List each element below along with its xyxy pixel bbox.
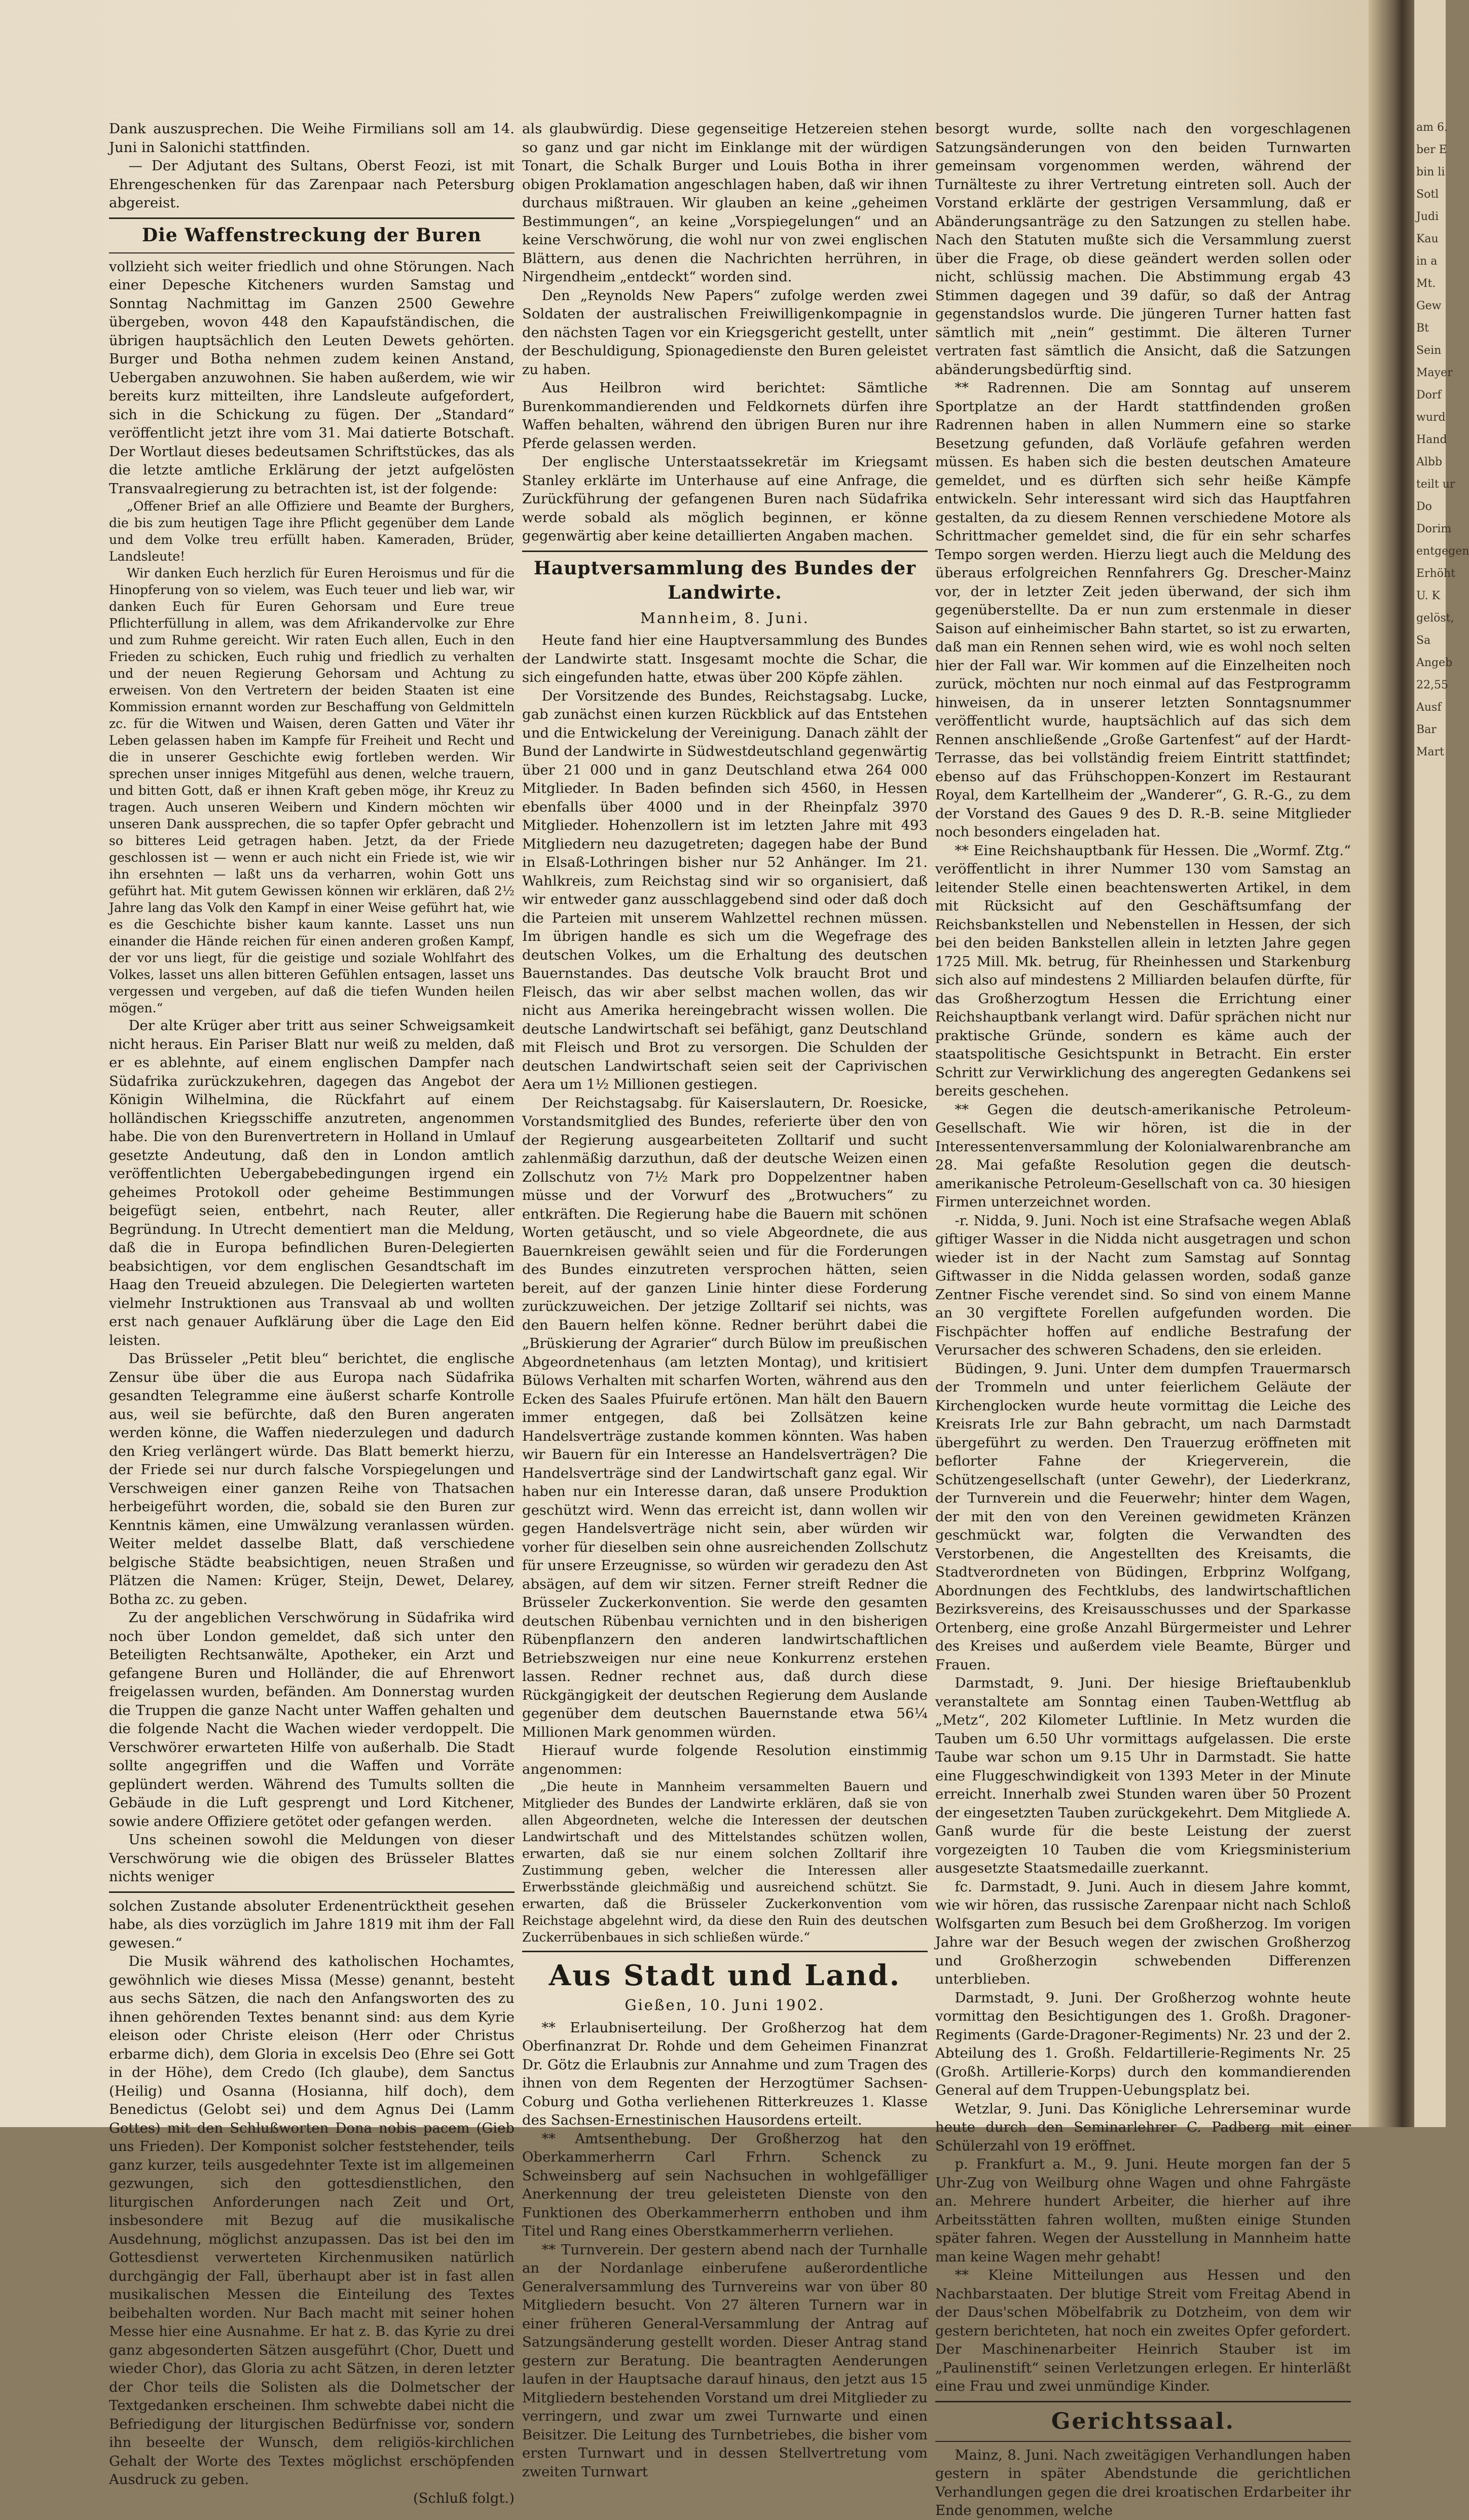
paragraph: fc. Darmstadt, 9. Juni. Auch in diesem Jahre kommt, wie wir hören, das russische Zarenpaar nicht nach Schloß Wolfsgarten zum Besuch bei dem Großherzog. Im vorigen Jahre war der Besuch wegen der zwischen Großherzog und Großherzogin schwebenden Differenzen unterblieben. [935,1878,1351,1987]
paragraph: Hierauf wurde folgende Resolution einstimmig angenommen: [522,1742,928,1777]
edge-text-line: Sotl [1416,188,1439,201]
divider [109,217,515,219]
column-2 [522,120,928,2480]
edge-text-line: Mart [1416,746,1444,758]
paragraph: — Der Adjutant des Sultans, Oberst Feozi, ist mit Ehrengeschenken für das Zarenpaar nach Petersburg abgereist. [109,158,515,211]
divider [522,1951,928,1952]
article-headline: Die Waffenstreckung der Buren [142,224,482,246]
continued-note: (Schluß folgt.) [413,2490,515,2506]
divider [109,252,515,253]
edge-text-line: teilt ur [1416,478,1455,491]
edge-text-line: in a [1416,255,1438,268]
paragraph: Büdingen, 9. Juni. Unter dem dumpfen Trauermarsch der Trommeln und unter feierlichem Geläute der Kirchenglocken wurde heute vormittag die Leiche des Kreisrats Irle zur Bahn gebracht, um nach Darmstadt übergeführt zu werden. Den Trauerzug eröffneten mit beflorter Fahne der Kriegerverein, die Schützengesellschaft (unter Gewehr), der Liederkranz, der Turnverein und die Feuerwehr; hinter dem Wagen, der mit den von den Vereinen gewidmeten Kränzen geschmückt war, folgten die Verwandten des Verstorbenen, die Angestellten des Kreisamts, die Stadtverordneten von Büdingen, Erbprinz Wolfgang, Abordnungen des Fechtklubs, des landwirtschaftlichen Bezirksvereins, des Kreisausschusses und der Sparkasse Ortenberg, eine große Anzahl Bürgermeister und Lehrer des Kreises und außerdem viele Beamte, Bürger und Frauen. [935,1360,1351,1673]
paragraph: Zu der angeblichen Verschwörung in Südafrika wird noch über London gemeldet, daß sich unter den Beteiligten Rechtsanwälte, Apotheker, ein Arzt und gefangene Buren und Holländer, die auf Ehrenwort freigelassen wurden, befänden. Am Donnerstag wurden die Truppen die ganze Nacht unter Waffen gehalten und die folgende Nacht die Wachen wieder verdoppelt. Die Verschwörer erwarteten Hilfe von außerhalb. Die Stadt sollte angegriffen und die Waffen und Vorräte geplündert werden. Während des Tumults sollten die Gebäude in die Luft gesprengt und Lord Kitchener, sowie andere Offiziere getötet oder gefangen werden. [109,1610,515,1830]
paragraph: Wetzlar, 9. Juni. Das Königliche Lehrerseminar wurde heute durch den Seminarlehrer C. Padberg mit einer Schülerzahl von 19 eröffnet. [935,2100,1351,2154]
edge-text-line: Angeb [1416,656,1453,669]
edge-text-line: Mt. [1416,277,1436,290]
paragraph: ** Gegen die deutsch-amerikanische Petroleum-Gesellschaft. Wie wir hören, ist die in der Interessentenversammlung der Kolonialwarenbranche am 28. Mai gefaßte Resolution gegen die deutsch-amerikanische Petroleum-Gesellschaft von ca. 30 hiesigen Firmen unterzeichnet worden. [935,1101,1351,1210]
adjacent-page-edge [1414,0,1469,2127]
edge-text-line: 22,55 [1416,679,1448,691]
paragraph: Dank auszusprechen. Die Weihe Firmilians soll am 14. Juni in Salonichi stattfinden. [109,121,515,156]
edge-text-line: entgegen [1416,545,1469,558]
paragraph: Darmstadt, 9. Juni. Der Großherzog wohnte heute vormittag den Besichtigungen des 1. Großh. Dragoner-Regiments (Garde-Dragoner-Regiments) Nr. 23 und der 2. Abteilung des 1. Großh. Feldartillerie-Regiments Nr. 25 (Großh. Artillerie-Korps) durch den kommandierenden General auf dem Truppen-Uebungsplatz bei. [935,1989,1351,2098]
paragraph: Heute fand hier eine Hauptversammlung des Bundes der Landwirte statt. Insgesamt mochte die Schar, die sich eingefunden hatte, etwas über 200 Köpfe zählen. [522,632,928,685]
feuilleton-divider [109,1891,515,1893]
edge-text-line: Albb [1416,456,1443,468]
paragraph: Das Brüsseler „Petit bleu“ berichtet, die englische Zensur übe über die aus Europa nach Südafrika gesandten Telegramme eine äußerst scharfe Kontrolle aus, weil sie befürchte, daß den Buren angeraten werden könne, die Waffen niederzulegen und dadurch den Krieg verlängert würde. Das Blatt bemerkt hierzu, der Friede sei nur durch falsche Vorspiegelungen und Verschweigen einer ganzen Reihe von Thatsachen herbeigeführt worden, die, sobald sie den Buren zur Kenntnis kämen, eine Umwälzung veranlassen würden. Weiter meldet dasselbe Blatt, daß verschiedene belgische Städte beabsichtigen, neuen Straßen und Plätzen die Namen: Krüger, Steijn, Dewet, Delarey, Botha zc. zu geben. [109,1350,515,1608]
divider [935,2401,1351,2402]
edge-text-line: Bar [1416,723,1437,736]
dateline: Gießen, 10. Juni 1902. [625,1996,825,2014]
resolution-text: „Die heute in Mannheim versammelten Bauern und Mitglieder des Bundes der Landwirte erklären, daß sie von allen Abgeordneten, welche die Interessen der deutschen Landwirtschaft und des Mittelstandes schützen wollen, erwarten, daß sie nur einem solchen Zolltarif ihre Zustimmung geben, welcher die Interessen aller Erwerbsstände gleichmäßig und ausreichend schützt. Sie erwarten, daß die Brüsseler Zuckerkonvention vom Reichstage abgelehnt wird, da diese den Ruin des deutschen Zuckerrübenbaues in sich schließen würde.“ [522,1779,928,1945]
paragraph: -r. Nidda, 9. Juni. Noch ist eine Strafsache wegen Ablaß giftiger Wasser in die Nidda nicht ausgetragen und schon wieder ist in der Nacht zum Samstag auf Sonntag Giftwasser in die Nidda gelassen worden, sodaß ganze Zentner Fische verendet sind. So sind von einem Manne an 30 vergiftete Forellen aufgefunden worden. Die Fischpächter hoffen auf endliche Bestrafung der Verursacher des schweren Schadens, den sie erleiden. [935,1212,1351,1358]
paragraph: ** Turnverein. Der gestern abend nach der Turnhalle an der Nordanlage einberufene außerordentliche Generalversammlung des Turnvereins war von über 80 Mitgliedern besucht. Von 27 älteren Turnern war in einer früheren General-Versammlung der Antrag auf Satzungsänderung gestellt worden. Dieser Antrag stand gestern zur Beratung. Die beantragten Aenderungen laufen in der Hauptsache darauf hinaus, den jetzt aus 15 Mitgliedern bestehenden Vorstand um drei Mitglieder zu verringern, und zwar um zwei Turnwarte und einen Beisitzer. Die Leitung des Turnbetriebes, die bisher vom ersten Turnwart und in dessen Stellvertretung vom zweiten Turnwart [522,2241,928,2480]
edge-text-line: gelöst, [1416,612,1454,625]
edge-text-line: wurd [1416,411,1446,424]
edge-text-line: Hand [1416,433,1447,446]
paragraph: Der Reichstagsabg. für Kaiserslautern, Dr. Roesicke, Vorstandsmitglied des Bundes, referierte über den von der Regierung ausgearbeiteten Zolltarif und sucht zahlenmäßig darzuthun, daß der deutsche Weizen einen Zollschutz von 7½ Mark pro Doppelzentner haben müsse und der Vorwurf des „Brotwuchers“ zu entkräften. Die Regierung habe die Bauern mit schönen Worten getäuscht, und so viele Abgeordnete, die aus Bauernkreisen gewählt seien und für die Forderungen des Bundes einzutreten versprochen hätten, seien bereit, auf der ganzen Linie hinter diese Forderung zurückzuweichen. Der jetzige Zolltarif sei nichts, was den Bauern helfen könne. Redner berührt dabei die „Brüskierung der Agrarier“ durch Bülow im preußischen Abgeordnetenhaus (am letzten Montag), und kritisiert Bülows Verhalten mit scharfen Worten, während aus den Ecken des Saales Pfuirufe ertönen. Man hält den Bauern immer entgegen, daß bei Zollsätzen keine Handelsverträge zustande kommen könnten. Was haben wir Bauern für ein Interesse an Handelsverträgen? Die Handelsverträge sind der Landwirtschaft ganz egal. Wir haben nur ein Interesse daran, daß unsere Produktion geschützt wird. Wenn das erreicht ist, dann wollen wir gegen Handelsverträge nicht sein, aber würden wir vorher für dieselben sein ohne ausreichenden Zollschutz für unsere Erzeugnisse, so würden wir geradezu den Ast absägen, auf dem wir sitzen. Ferner streift Redner die Brüsseler Zuckerkonvention. Sie werde den gesamten deutschen Rübenbau vernichten und in den bisherigen Rübenpflanzern den anderen landwirtschaftlichen Betriebszweigen nur eine neue Konkurrenz erstehen lassen. Redner rechnet aus, daß durch diese Rückgängigkeit der deutschen Regierung dem Auslande gegenüber dem deutschen Bauernstande etwa 56¼ Millionen Mark genommen würden. [522,1094,928,1740]
paragraph: als glaubwürdig. Diese gegenseitige Hetzereien stehen so ganz und gar nicht im Einklange mit der würdigen Tonart, die Schalk Burger und Louis Botha in ihrer obigen Proklamation angeschlagen haben, daß wir ihnen durchaus mißtrauen. Wir glauben an keine „geheimen Bestimmungen“, an keine „Vorspiegelungen“ und an keine Verschwörung, die wohl nur von zwei englischen Blättern, aus denen die Nachrichten herrühren, in Nirgendheim „entdeckt“ worden sind. [522,121,928,285]
edge-text-line: Erhöht [1416,567,1455,580]
column-1 [109,120,515,2506]
article-headline: Hauptversammlung des Bundes der Landwirte. [533,557,916,603]
paragraph: ** Radrennen. Die am Sonntag auf unserem Sportplatze an der Hardt stattfindenden großen Radrennen haben in allen Nummern eine so starke Besetzung gefunden, daß Vorläufe gefahren werden müssen. Es haben sich die besten deutschen Amateure gemeldet, und es dürften sich sehr heiße Kämpfe entwickeln. Sehr interessant wird sich das Hauptfahren gestalten, da zu diesem Rennen verschiedene Motore als Schrittmacher gemeldet sind, die für ein sehr scharfes Tempo sorgen werden. Hierzu liegt auch die Meldung des überaus erfolgreichen Rennfahrers Gg. Drescher-Mainz vor, der in letzter Zeit jeden überwand, der sich ihm gegenüberstellte. Da er nun zum erstenmale in dieser Saison auf einheimischer Bahn startet, so ist zu erwarten, daß man ein Rennen sehen wird, wie es wohl noch selten hier der Fall war. Wir kommen auf die Einzelheiten noch zurück, möchten nur noch einmal auf das Festprogramm hinweisen, da in unserer letzten Sonntagsnummer veröffentlicht wurde, hauptsächlich auf das sich dem Rennen anschließende „Große Gartenfest“ auf der Hardt-Terrasse, das bei vollständig freiem Eintritt stattfindet; ebenso auf das Frühschoppen-Konzert im Restaurant Royal, dem Kartellheim der „Wanderer“, G. R.-G., zu dem der Vorstand des Gaues 9 des D. R.-B. seine Mitglieder noch besonders eingeladen hat. [935,380,1351,840]
paragraph: Den „Reynolds New Papers“ zufolge werden zwei Soldaten der australischen Freiwilligenkompagnie in den nächsten Tagen vor ein Kriegsgericht gestellt, unter der Beschuldigung, Spionagedienste den Buren geleistet zu haben. [522,287,928,378]
edge-text-line: Sa [1416,634,1431,647]
paragraph: Der Vorsitzende des Bundes, Reichstagsabg. Lucke, gab zunächst einen kurzen Rückblick auf das Entstehen und die Entwickelung der Vereinigung. Danach zählt der Bund der Landwirte in Südwestdeutschland gegenwärtig über 21 000 und in ganz Deutschland etwa 264 000 Mitglieder. In Baden befinden sich 4560, in Hessen ebenfalls über 4000 und in der Rheinpfalz 3970 Mitglieder. Hohenzollern ist im letzten Jahre mit 493 Mitgliedern neu dazugetreten; dagegen habe der Bund in Elsaß-Lothringen bisher nur 52 Anhänger. Im 21. Wahlkreis, zum Reichstag sind wir so organisiert, daß wir entweder ganz ausschlaggebend sind oder daß doch die Parteien mit unserem Wahlzettel rechnen müssen. Im übrigen handle es sich um die Wegefrage des deutschen Volkes, um die Erhaltung des deutschen Bauernstandes. Das deutsche Volk braucht Brot und Fleisch, das wir aber selbst machen wollen, das wir nicht aus Amerika hereingebracht wissen wollen. Die deutsche Landwirtschaft sei befähigt, ganz Deutschland mit Fleisch und Brot zu versorgen. Die Schulden der deutschen Landwirtschaft seien seit der Caprivischen Aera um 1½ Millionen gestiegen. [522,687,928,1092]
paragraph: solchen Zustande absoluter Erdenentrücktheit gesehen habe, als dies vorzüglich im Jahre 1819 mit ihm der Fall gewesen.“ [109,1897,515,1951]
edge-text-fragments [1414,117,1469,763]
paragraph: ** Kleine Mitteilungen aus Hessen und den Nachbarstaaten. Der blutige Streit vom Freitag Abend in der Daus'schen Möbelfabrik zu Dotzheim, von dem wir gestern berichteten, hat noch ein zweites Opfer gefordert. Der Maschinenarbeiter Heinrich Stauber ist im „Paulinenstift“ seinen Verletzungen erlegen. Er hinterläßt eine Frau und zwei unmündige Kinder. [935,2267,1351,2394]
paragraph: p. Frankfurt a. M., 9. Juni. Heute morgen fan der 5 Uhr-Zug von Weilburg ohne Wagen und ohne Fahrgäste an. Mehrere hundert Arbeiter, die hierher auf ihre Arbeitsstätten fahren wollten, mußten einige Stunden später fahren. Wegen der Ausstellung in Mannheim hatte man keine Wagen mehr gehabt! [935,2156,1351,2265]
paragraph: besorgt wurde, sollte nach den vorgeschlagenen Satzungsänderungen von den beiden Turnwarten gemeinsam vorgenommen werden, während der Turnälteste zu ihrer Vertretung eintreten soll. Auch der Vorstand erklärte der gestrigen Versammlung, daß er Abänderungsanträge zu den Satzungen zu stellen habe. Nach den Statuten mußte sich die Versammlung zuerst über die Frage, ob diese geändert werden sollen oder nicht, schlüssig machen. Die Abstimmung ergab 43 Stimmen dagegen und 39 dafür, so daß der Antrag gegenstandslos wurde. Die jüngeren Turner hatten fast sämtlich mit „nein“ gestimmt. Die älteren Turner vertraten fast sämtlich die Ansicht, daß die Satzungen abänderungsbedürftig sind. [935,121,1351,378]
divider [522,551,928,552]
paragraph: Uns scheinen sowohl die Meldungen von dieser Verschwörung wie die obigen des Brüsseler Blattes nichts weniger [109,1832,515,1885]
edge-text-line: Judi [1416,210,1439,223]
dateline: Mannheim, 8. Juni. [640,609,810,627]
paragraph: ** Erlaubniserteilung. Der Großherzog hat dem Oberfinanzrat Dr. Rohde und dem Geheimen Finanzrat Dr. Götz die Erlaubnis zur Annahme und zum Tragen des ihnen von dem Regenten der Herzogtümer Sachsen-Coburg und Gotha verliehenen Ritterkreuzes 1. Klasse des Sachsen-Ernestinischen Hausordens erteilt. [522,2019,928,2128]
quoted-letter: Wir danken Euch herzlich für Euren Heroismus und für die Hinopferung von so vielem, was Euch teuer und lieb war, wir danken Euch für Euren Gehorsam und Eure treue Pflichterfüllung in allem, was dem Afrikandervolke zur Ehre und zum Ruhme gereicht. Wir raten Euch allen, Euch in den Frieden zu schicken, Euch ruhig und friedlich zu verhalten und der neuen Regierung Gehorsam und Achtung zu erweisen. Von den Vertretern der beiden Staaten ist eine Kommission ernannt worden zur Beschaffung von Geldmitteln zc. für die Witwen und Waisen, deren Gatten und Väter ihr Leben gelassen haben im Kampfe für Freiheit und Recht und die in unserer Geschichte ewig fortleben werden. Wir sprechen unser inniges Mitgefühl aus denen, welche trauern, und bitten Gott, daß er ihnen Kraft geben möge, ihr Kreuz zu tragen. Auch unseren Weibern und Kindern möchten wir unseren Dank aussprechen, die so tapfer Opfer gebracht und so bitteres Leid getragen haben. Jetzt, da der Friede geschlossen ist — wenn er auch nicht ein Friede ist, wie wir ihn ersehnten — laßt uns da verharren, wohin Gott uns geführt hat. Mit gutem Gewissen können wir erklären, daß 2½ Jahre lang das Volk den Kampf in einer Weise geführt hat, wie es die Geschichte bisher kaum kannte. Lasset uns nun einander die Hände reichen für einen anderen großen Kampf, der vor uns liegt, für die geistige und soziale Wohlfahrt des Volkes, lasset uns allen bitteren Gefühlen entsagen, lasset uns vergessen und vergeben, auf daß die tiefen Wunden heilen mögen.“ [109,566,515,1015]
paragraph: Der englische Unterstaatssekretär im Kriegsamt Stanley erklärte im Unterhause auf eine Anfrage, die Zurückführung der gefangenen Buren nach Südafrika werde sobald als möglich beginnen, er könne gegenwärtig aber keine detaillierten Angaben machen. [522,454,928,544]
edge-text-line: am 6. [1416,121,1448,134]
paragraph: Der alte Krüger aber tritt aus seiner Schweigsamkeit nicht heraus. Ein Pariser Blatt nur weiß zu melden, daß er es ablehnte, auf einem englischen Dampfer nach Südafrika zurückzukehren, dagegen das Angebot der Königin Wilhelmina, die Rückfahrt auf einem holländischen Kriegsschiffe anzutreten, angenommen habe. Die von den Burenvertretern in Holland in Umlauf gesetzte Andeutung, daß den in London amtlich veröffentlichten Uebergabebedingungen irgend ein geheimes Protokoll oder geheime Bestimmungen beigefügt seien, entbehrt, nach Reuter, aller Begründung. In Utrecht dementiert man die Meldung, daß die in Europa befindlichen Buren-Delegierten beabsichtigen, vor dem englischen Gesandtschaft im Haag den Treueid abzulegen. Die Delegierten warteten vielmehr Instruktionen aus Transvaal ab und wollten erst nach genauer Aufklärung über die Lage den Eid leisten. [109,1017,515,1348]
edge-text-line: Do [1416,500,1432,513]
edge-text-line: bin li [1416,166,1445,178]
column-3 [935,120,1351,2518]
edge-text-line: Kau [1416,233,1439,245]
edge-text-line: ber E [1416,143,1447,156]
edge-text-line: Gew [1416,300,1442,312]
edge-text-line: Bt [1416,322,1429,335]
paragraph: Mainz, 8. Juni. Nach zweitägigen Verhandlungen haben gestern in später Abendstunde die gerichtlichen Verhandlungen gegen die drei kroatischen Erdarbeiter ihr Ende genommen, welche [935,2446,1351,2518]
divider [935,2441,1351,2442]
edge-text-line: Ausf [1416,701,1442,714]
paragraph: Aus Heilbron wird berichtet: Sämtliche Burenkommandierenden und Feldkornets dürfen ihre Waffen behalten, während den übrigen Buren nur ihre Pferde gelassen werden. [522,380,928,452]
edge-text-line: Dorim [1416,523,1452,535]
section-headline: Aus Stadt und Land. [548,1959,901,1992]
section-headline: Gerichtssaal. [1051,2408,1235,2434]
paragraph: ** Amtsenthebung. Der Großherzog hat den Oberkammerherrn Carl Frhrn. Schenck zu Schweinsberg auf sein Nachsuchen in wohlgefälliger Anerkennung der treu geleisteten Dienste von den Funktionen des Oberkammerherrn enthoben und ihm Titel und Rang eines Oberstkammerherrn verliehen. [522,2130,928,2239]
edge-text-line: U. K [1416,590,1440,602]
paragraph: vollzieht sich weiter friedlich und ohne Störungen. Nach einer Depesche Kitcheners wurden Samstag und Sonntag Nachmittag im Ganzen 2500 Gewehre übergeben, wovon 448 den Kapaufständischen, die übrigen hauptsächlich den Leuten Dewets gehörten. Burger und Botha nehmen zudem keinen Anstand, Uebergaben anzuwohnen. Sie haben außerdem, wie wir bereits kurz mitteilten, ihre Landsleute aufgefordert, sich in die Schickung zu fügen. Der „Standard“ veröffentlicht jetzt ihre vom 31. Mai datierte Botschaft. Der Wortlaut dieses bedeutsamen Schriftstückes, das als die letzte amtliche Erklärung der jetzt aufgelösten Transvaalregierung zu betrachten ist, ist der folgende: [109,258,515,497]
edge-text-line: Sein [1416,344,1442,357]
paragraph: Darmstadt, 9. Juni. Der hiesige Brieftaubenklub veranstaltete am Sonntag einen Tauben-Wettflug ab „Metz“, 202 Kilometer Luftlinie. In Metz wurden die Tauben um 6.50 Uhr vormittags aufgelassen. Die erste Taube war schon um 9.15 Uhr in Darmstadt. Sie hatte eine Fluggeschwindigkeit von 1393 Meter in der Minute erreicht. Innerhalb zwei Stunden waren über 50 Prozent der eingesetzten Tauben zurückgekehrt. Dem Mitgliede A. Ganß wurde für die beste Leistung der zuerst vorgezeigten 10 Tauben die vom Kriegsministerium ausgesetzte Staatsmedaille zuerkannt. [935,1675,1351,1876]
edge-text-line: Mayer [1416,367,1453,379]
paragraph: Die Musik während des katholischen Hochamtes, gewöhnlich wie dieses Missa (Messe) genannt, besteht aus sechs Sätzen, die nach den Anfangsworten des zu ihnen gehörenden Textes benannt sind: aus dem Kyrie eleison oder Christe eleison (Herr oder Christus erbarme dich), dem Gloria in excelsis Deo (Ehre sei Gott in der Höhe), dem Credo (Ich glaube), dem Sanctus (Heilig) und Osanna (Hosianna, hilf doch), dem Benedictus (Gelobt sei) und dem Agnus Dei (Lamm Gottes) mit den Schlußworten Dona nobis pacem (Gieb uns Frieden). Der Komponist solcher feststehender, teils ganz kurzer, teils ausgedehnter Texte ist im allgemeinen gezwungen, sich den gottesdienstlichen, den liturgischen Anforderungen nach Zeit und Ort, insbesondere mit Bezug auf die musikalische Ausdehnung, möglichst anzupassen. Das ist bei den im Gottesdienst verwerteten Kirchenmusiken natürlich durchgängig der Fall, überhaupt aber ist in fast allen musikalischen Messen die Einteilung des Textes beibehalten worden. Nur Bach macht mit seiner hohen Messe hier eine Ausnahme. Er hat z. B. das Kyrie zu drei ganz abgesonderten Sätzen ausgeführt (Chor, Duett und wieder Chor), das Gloria zu acht Sätzen, in deren letzter der Chor teils die Solisten als die Dolmetscher der Textgedanken erscheinen. Ihm schwebte dabei nicht die Befriedigung der liturgischen Bedürfnisse vor, sondern ihn beseelte der Wunsch, dem religiös-kirchlichen Gehalt der Worte des Textes möglichst erschöpfenden Ausdruck zu geben. [109,1953,515,2488]
quoted-letter: „Offener Brief an alle Offiziere und Beamte der Burghers, die bis zum heutigen Tage ihre Pflicht gegenüber dem Lande und dem Volke treu erfüllt haben. Kameraden, Brüder, Landsleute! [109,499,515,564]
paragraph: ** Eine Reichshauptbank für Hessen. Die „Wormf. Ztg.“ veröffentlicht in ihrer Nummer 130 vom Samstag an leitender Stelle einen beachtenswerten Artikel, in dem mit Rücksicht auf den Geschäftsumfang der Reichsbankstellen und Nebenstellen in Hessen, der sich bei den beiden Bankstellen allein in letzten Jahre gegen 1725 Mill. Mk. betrug, für Rheinhessen und Starkenburg sich also auf mindestens 2 Milliarden belaufen dürfte, für das Großherzogtum Hessen die Errichtung einer Reichshauptbank verlangt wird. Dafür sprächen nicht nur praktische Gründe, sondern es käme auch der staatspolitische Gesichtspunkt in Betracht. Ein erster Schritt zur Verwirklichung des angeregten Gedankens sei bereits geschehen. [935,842,1351,1099]
edge-text-line: Dorf [1416,389,1442,401]
